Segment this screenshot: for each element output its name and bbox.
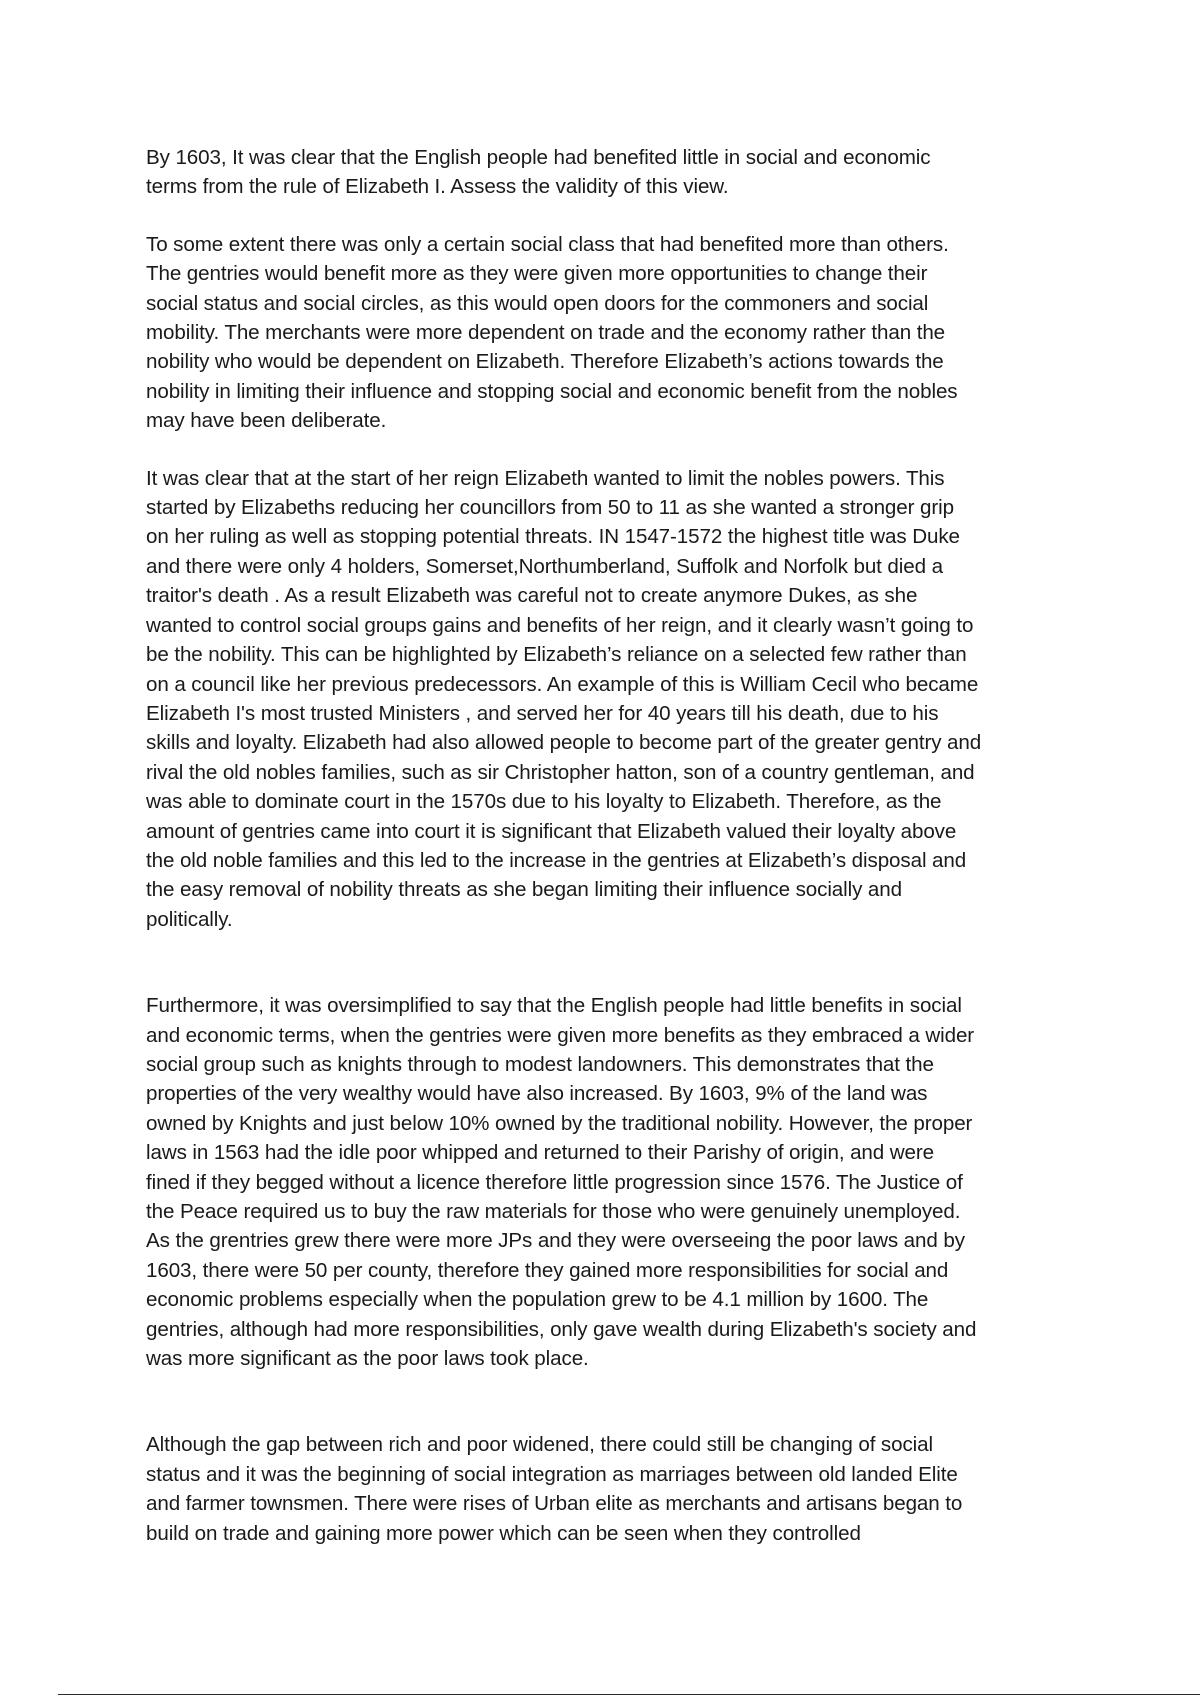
text-line: 1603, there were 50 per county, therefore they gained more responsibilities for social and (146, 1258, 949, 1282)
text-line: and there were only 4 holders, Somerset,Northumberland, Suffolk and Norfolk but died a (146, 554, 943, 578)
text-line: Elizabeth I's most trusted Ministers , and served her for 40 years till his death, due to his (146, 701, 939, 725)
text-line: amount of gentries came into court it is significant that Elizabeth valued their loyalty above (146, 819, 957, 843)
text-line: By 1603, It was clear that the English people had benefited little in social and economic (146, 146, 931, 169)
text-line: be the nobility. This can be highlighted by Elizabeth’s reliance on a selected few rather than (146, 643, 967, 667)
text-line: laws in 1563 had the idle poor whipped and returned to their Parishy of origin, and were (146, 1141, 934, 1165)
text-line: started by Elizabeths reducing her councillors from 50 to 11 as she wanted a stronger grip (146, 496, 954, 520)
text-line: mobility. The merchants were more dependent on trade and the economy rather than the (146, 321, 946, 345)
text-line: politically. (146, 907, 233, 931)
text-line: Furthermore, it was oversimplified to say that the English people had little benefits in social (146, 994, 962, 1018)
text-line: Although the gap between rich and poor widened, there could still be changing of social (146, 1433, 933, 1457)
text-line: It was clear that at the start of her reign Elizabeth wanted to limit the nobles powers. This (146, 466, 945, 490)
text-line: nobility who would be dependent on Elizabeth. Therefore Elizabeth’s actions towards the (146, 350, 944, 374)
text-line: To some extent there was only a certain social class that had benefited more than others. (146, 232, 949, 256)
paragraph-2 (146, 464, 1081, 935)
paragraph-1 (146, 230, 1081, 436)
essay-question (146, 143, 1081, 202)
text-line: status and it was the beginning of social integration as marriages between old landed Elite (146, 1462, 958, 1486)
text-line: social status and social circles, as this would open doors for the commoners and social (146, 291, 929, 315)
page-bottom-rule (58, 1694, 1200, 1695)
text-line: and farmer townsmen. There were rises of Urban elite as merchants and artisans began to (146, 1492, 963, 1516)
text-line: rival the old nobles families, such as sir Christopher hatton, son of a country gentleman, and (146, 760, 975, 784)
paragraph-4 (146, 1430, 1081, 1548)
text-line: on a council like her previous predecessors. An example of this is William Cecil who became (146, 672, 979, 696)
text-line: properties of the very wealthy would have also increased. By 1603, 9% of the land was (146, 1082, 928, 1106)
text-line: wanted to control social groups gains and benefits of her reign, and it clearly wasn’t going to (146, 613, 974, 637)
paragraph-3 (146, 991, 1081, 1373)
text-line: the Peace required us to buy the raw materials for those who were genuinely unemployed. (146, 1200, 961, 1223)
text-line: build on trade and gaining more power which can be seen when they controlled (146, 1521, 861, 1545)
text-line: the easy removal of nobility threats as she began limiting their influence socially and (146, 878, 902, 902)
text-line: may have been deliberate. (146, 409, 387, 433)
text-line: terms from the rule of Elizabeth I. Assess the validity of this view. (146, 175, 729, 199)
text-line: fined if they begged without a licence therefore little progression since 1576. The Justice of (146, 1170, 963, 1194)
text-line: was able to dominate court in the 1570s due to his loyalty to Elizabeth. Therefore, as the (146, 790, 942, 814)
text-line: and economic terms, when the gentries were given more benefits as they embraced a wider (146, 1023, 975, 1047)
text-line: The gentries would benefit more as they were given more opportunities to change their (146, 262, 928, 286)
text-line: skills and loyalty. Elizabeth had also allowed people to become part of the greater gentry and (146, 731, 982, 755)
text-line: gentries, although had more responsibilities, only gave wealth during Elizabeth's society and (146, 1317, 977, 1341)
text-line: on her ruling as well as stopping potential threats. IN 1547-1572 the highest title was Duke (146, 525, 960, 549)
text-line: traitor's death . As a result Elizabeth was careful not to create anymore Dukes, as she (146, 584, 918, 608)
text-line: economic problems especially when the population grew to be 4.1 million by 1600. The (146, 1288, 929, 1312)
text-line: the old noble families and this led to the increase in the gentries at Elizabeth’s disposal and (146, 848, 967, 872)
text-line: owned by Knights and just below 10% owned by the traditional nobility. However, the proper (146, 1111, 973, 1135)
text-line: nobility in limiting their influence and stopping social and economic benefit from the nobles (146, 379, 958, 403)
text-line: As the grentries grew there were more JPs and they were overseeing the poor laws and by (146, 1229, 965, 1253)
text-line: social group such as knights through to modest landowners. This demonstrates that the (146, 1052, 934, 1076)
text-line: was more significant as the poor laws took place. (146, 1347, 589, 1371)
document-page (146, 143, 1081, 1548)
